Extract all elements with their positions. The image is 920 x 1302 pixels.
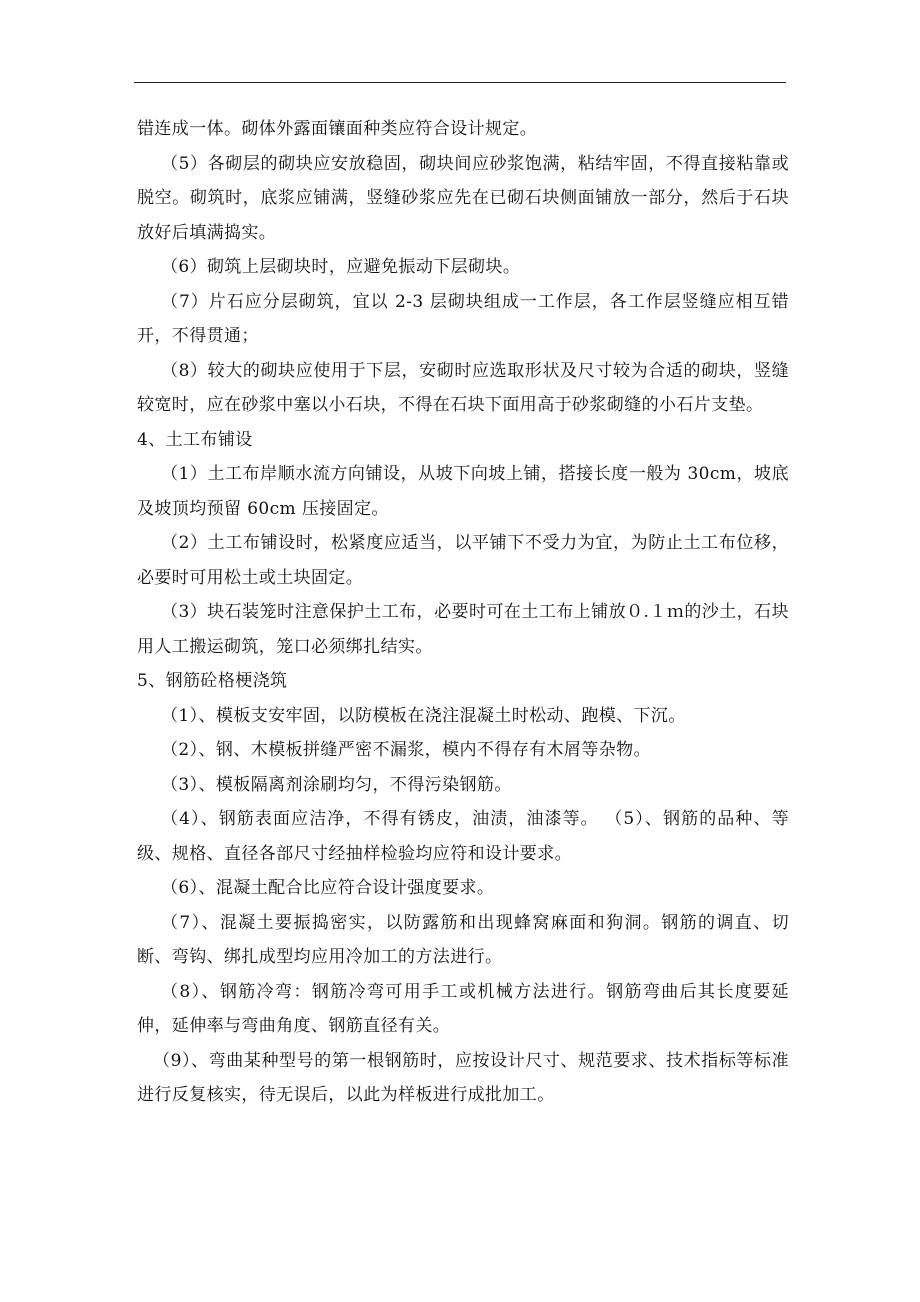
paragraph-item-6: （6）砌筑上层砌块时，应避免振动下层砌块。 — [161, 257, 521, 277]
paragraph-rebar-6: （6）、混凝土配合比应符合设计强度要求。 — [161, 878, 495, 898]
paragraph-rebar-3: （3）、模板隔离剂涂刷均匀，不得污染钢筋。 — [161, 774, 512, 795]
paragraph-rebar-4-5: （4）、钢筋表面应洁净，不得有锈皮，油渍，油漆等。 （5）、钢筋的品种、等级、规格、直径各部尺寸经抽样检验均应符和设计要求。 — [137, 809, 789, 864]
paragraph-geotextile-2: （2）土工布铺设时，松紧度应适当，以平铺下不受力为宜，为防止土工布位移，必要时可用松土或土块固定。 — [137, 533, 789, 588]
paragraph-rebar-1: （1）、模板支安牢固，以防模板在浇注混凝土时松动、跑模、下沉。 — [161, 705, 686, 726]
paragraph-geotextile-3: （3）块石装笼时注意保护土工布，必要时可在土工布上铺放０.１ｍ的沙土，石块用人工搬运砌筑，笼口必须绑扎结实。 — [137, 602, 789, 657]
paragraph-item-5: （5）各砌层的砌块应安放稳固，砌块间应砂浆饱满，粘结牢固，不得直接粘靠或脱空。砌筑时，底浆应铺满，竖缝砂浆应先在已砌石块侧面铺放一部分，然后于石块放好后填满捣实。 — [137, 153, 789, 243]
paragraph-rebar-2: （2）、钢、木模板拼缝严密不漏浆，模内不得存有木屑等杂物。 — [161, 740, 651, 760]
document-body — [137, 112, 789, 1113]
section-heading-5: 5、钢筋砼格梗浇筑 — [137, 671, 288, 691]
section-heading-4: 4、土工布铺设 — [137, 429, 253, 450]
paragraph-geotextile-1: （1）土工布岸顺水流方向铺设，从坡下向坡上铺，搭接长度一般为 30cm，坡底及坡顶均预留 60cm 压接固定。 — [137, 464, 789, 519]
paragraph-rebar-8: （8）、钢筋冷弯：钢筋冷弯可用手工或机械方法进行。钢筋弯曲后其长度要延伸，延伸率与弯曲角度、钢筋直径有关。 — [137, 981, 789, 1036]
paragraph-rebar-9: （9）、弯曲某种型号的第一根钢筋时，应按设计尺寸、规范要求、技术指标等标准进行反复核实，待无误后，以此为样板进行成批加工。 — [137, 1050, 789, 1105]
paragraph-continuation: 错连成一体。砌体外露面镶面种类应符合设计规定。 — [137, 119, 538, 139]
paragraph-item-7: （7）片石应分层砌筑，宜以 2-3 层砌块组成一工作层，各工作层竖缝应相互错开，不得贯通； — [137, 291, 789, 346]
header-rule — [134, 82, 786, 83]
paragraph-item-8: （8）较大的砌块应使用于下层，安砌时应选取形状及尺寸较为合适的砌块，竖缝较宽时，应在砂浆中塞以小石块，不得在石块下面用高于砂浆砌缝的小石片支垫。 — [137, 360, 789, 415]
paragraph-rebar-7: （7）、混凝土要振捣密实，以防露筋和出现蜂窝麻面和狗洞。钢筋的调直、切断、弯钩、绑扎成型均应用冷加工的方法进行。 — [137, 912, 789, 967]
